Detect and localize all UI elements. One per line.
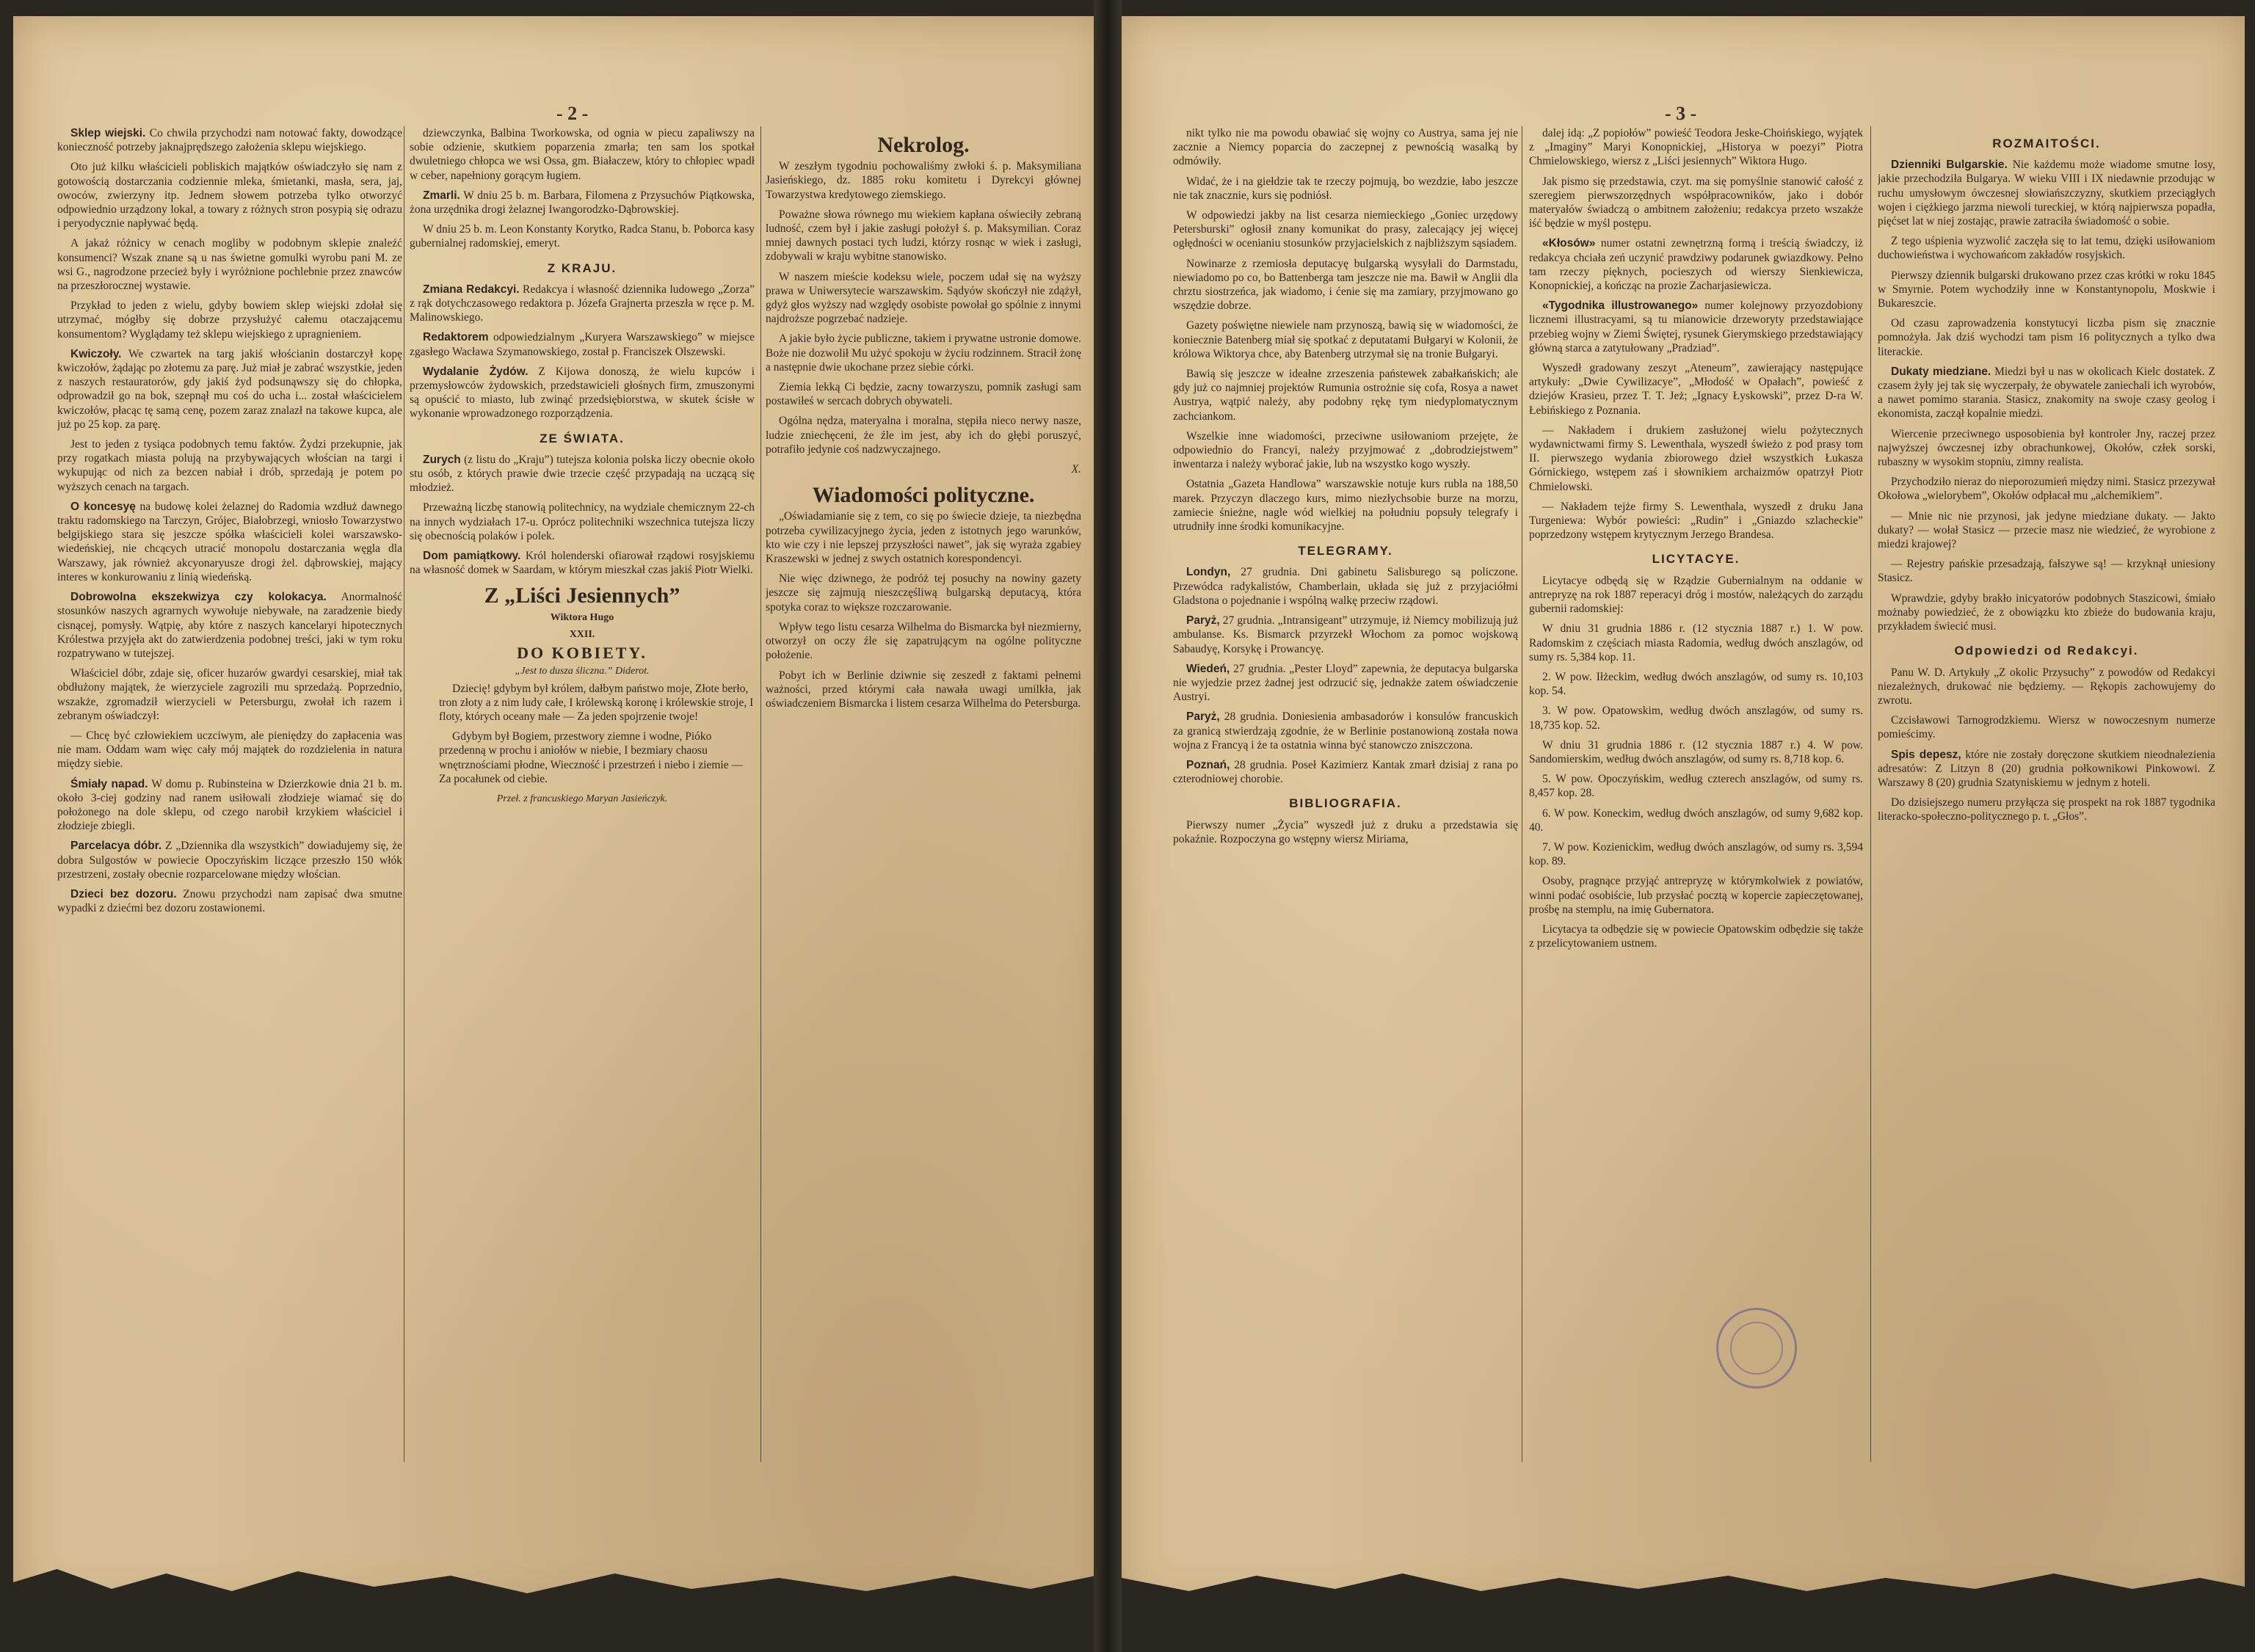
right-newspaper-page bbox=[1122, 16, 2245, 1609]
left-column-2 bbox=[410, 126, 755, 809]
paragraph-text: Panu W. D. Artykuły „Z okolic Przysuchy” z powodów od Redakcyi niezależnych, drukować nie będziemy. — Rękopis zachowujemy do zwrotu. bbox=[1878, 666, 2215, 707]
article-paragraph bbox=[1173, 614, 1518, 656]
article-paragraph bbox=[1878, 509, 2215, 552]
paragraph-text: Jest to jeden z tysiąca podobnych temu faktów. Żydzi przekupnie, jak przy rogatkach miasta polują na przybywających włościan na targi i wykupując od nich za bezcen nabiał i drób, sprzedają je potem po wyższych cenach na targach. bbox=[57, 438, 402, 493]
paragraph-text: W dniu 25 b. m. Barbara, Filomena z Przysuchów Piątkowska, żona urzędnika drogi żelaznej Iwangorodzko-Dąbrowskiej. bbox=[410, 189, 755, 216]
article-paragraph bbox=[1529, 772, 1863, 800]
article-paragraph bbox=[1529, 500, 1863, 542]
paragraph-text: Ostatnia „Gazeta Handlowa” warszawskie notuje kurs rubla na 188,50 marek. Przyczyn dlaczego kurs, mimo niezłychsobie burze na morzu, zamiecie śnieżne, nagle wód wielkiej na południu popsuły telegrafy i utrudniły inne środki komunikacyjne. bbox=[1173, 478, 1518, 534]
article-paragraph bbox=[1529, 840, 1863, 868]
right-column-3 bbox=[1878, 126, 2215, 830]
torn-edge bbox=[13, 1565, 1107, 1609]
paragraph-text: Król holenderski ofiarował rządowi rosyjskiemu na własność domek w Saardam, w którym mieszkał czas jakiś Piotr Wielki. bbox=[410, 550, 755, 577]
paragraph-text: — Nakładem i drukiem zasłużonej wielu pożytecznych wydawnictwami firmy S. Lewenthala, wyszedł świeżo z pod prasy tom II. pierwszego wydania zbiorowego dzieł wszystkich Łukasza Górnickiego, wstępem zaś i słownikiem archaizmów opatrzył Piotr Chmielowski. bbox=[1529, 423, 1863, 493]
article-paragraph bbox=[766, 159, 1081, 202]
article-paragraph bbox=[1878, 748, 2215, 790]
article-paragraph bbox=[410, 222, 755, 250]
article-paragraph bbox=[57, 887, 402, 915]
centered-line: XXII. bbox=[569, 628, 595, 640]
article-paragraph bbox=[1529, 126, 1863, 169]
article-paragraph bbox=[57, 236, 402, 293]
paragraph-text: 27 grudnia. Dni gabinetu Salisburego są policzone. Przewódca radykalistów, Chamberlain, układa się już z przyjaciółmi Gladstona o pojednanie i wspólną walkę przeciw rządowi. bbox=[1173, 566, 1518, 607]
article-paragraph bbox=[1878, 365, 2215, 421]
article-paragraph bbox=[1878, 475, 2215, 503]
paragraph-lead: Wydalanie Żydów. bbox=[423, 365, 529, 378]
paragraph-text: Nie więc dziwnego, że podróż tej posuchy na nowiny gazety jeszcze się zajmują nieszczęśliwą bulgarską deputacyą, która spotyka coraz to większe rozczarowanie. bbox=[766, 572, 1081, 614]
section-heading: ZE ŚWIATA. bbox=[540, 431, 625, 445]
paragraph-text: Pierwszy numer „Życia” wyszedł już z druku a przedstawia się pokaźnie. Rozpoczyna go wstępny wiersz Miriama, bbox=[1173, 818, 1518, 845]
paragraph-text: Od czasu zaprowadzenia konstytucyi liczba pism się znacznie pomnożyła. Jak dziś wychodzi tam pism 16 politycznych a tylko dwa literackie. bbox=[1878, 317, 2215, 358]
article-paragraph bbox=[1878, 269, 2215, 311]
article-paragraph bbox=[1173, 565, 1518, 608]
paragraph-text: W dniu 31 grudnia 1886 r. (12 stycznia 1887 r.) 4. W pow. Sandomierskim, według dwóch anszlagów, od sumy rs. 8,718 kop. 6. bbox=[1529, 738, 1863, 765]
paragraph-text: Pobyt ich w Berlinie dziwnie się zeszedł z faktami pełnemi ważności, przed którymi cała nawała uwagi umilkła, jak oświadczeniem Bismarcka i listem cesarza Wilhelma do Petersburga. bbox=[766, 669, 1081, 710]
paragraph-text: Licytacye odbędą się w Rządzie Gubernialnym na oddanie w antrepryzę na rok 1887 reperacyi dróg i mostów, należących do zarządu gubernii radomskiej: bbox=[1529, 574, 1863, 616]
article-paragraph bbox=[1878, 158, 2215, 228]
article-paragraph bbox=[57, 500, 402, 584]
paragraph-text: nikt tylko nie ma powodu obawiać się wojny co Austrya, sama jej nie zacznie a Niemcy poparcia do zaczepnej z pewnością wasalką by odmówiły. bbox=[1173, 127, 1518, 168]
paragraph-text: dziewczynka, Balbina Tworkowska, od ognia w piecu zapaliwszy na sobie odzienie, skutkiem poparzenia zmarła; ten sam los spotkał dwuletniego chłopca we wsi Ossa, gm. Białaczew, który to chłopiec wpadł w ceber, napełniony gorącym ługiem. bbox=[410, 127, 755, 182]
paragraph-text: 2. W pow. Iłżeckim, według dwóch anszlagów, od sumy rs. 10,103 kop. 54. bbox=[1529, 670, 1863, 698]
paragraph-text: 3. W pow. Opatowskim, według dwóch anszlagów, od sumy rs. 18,735 kop. 52. bbox=[1529, 705, 1863, 732]
article-paragraph bbox=[1529, 175, 1863, 231]
article-paragraph bbox=[1878, 316, 2215, 359]
article-paragraph bbox=[1878, 557, 2215, 585]
paragraph-lead: Kwiczoły. bbox=[70, 347, 122, 360]
paragraph-text: dalej idą: „Z popiołów” powieść Teodora Jeske-Choińskiego, wyjątek z „Imaginy” Maryi Konopnickiej, „Historya w poezyi” Piotra Chmielowskiego, wiersz z „Liści jesiennych” Wiktora Hugo. bbox=[1529, 127, 1863, 168]
paragraph-lead: Redaktorem bbox=[423, 331, 489, 344]
article-paragraph bbox=[57, 777, 402, 834]
article-paragraph bbox=[1878, 796, 2215, 823]
paragraph-lead: Zurych bbox=[423, 453, 461, 466]
attribution: Przeł. z francuskiego Maryan Jasieńczyk. bbox=[496, 793, 668, 804]
paragraph-text: Bawią się jeszcze w ideałne zrzeszenia państewek zabałkańskich; ale gdy już co najmniej projektów Rumunia ostrożnie się cofa, Rosya a nawet Austrya, wątpić należy, aby podobny rękę tym niedyplomatycznym zachciankom. bbox=[1173, 368, 1518, 423]
attribution: „Jest to dusza śliczna.” Diderot. bbox=[515, 666, 650, 677]
paragraph-text: (z listu do „Kraju”) tutejsza kolonia polska liczy obecnie około stu osób, z których prawie dwie trzecie część przypadają na uczącą się młodzież. bbox=[410, 453, 755, 495]
paragraph-text: W zeszłym tygodniu pochowaliśmy zwłoki ś. p. Maksymiliana Jasieńskiego, dz. 1885 roku komitetu i Dyrekcyi głównej Towarzystwa kredytowego ziemskiego. bbox=[766, 160, 1081, 201]
paragraph-lead: Wiedeń, bbox=[1186, 662, 1230, 675]
paragraph-text: 27 grudnia. „Intransigeant” utrzymuje, iż Niemcy mobilizują już ambulanse. Ks. Bismarck przyrzekł Włochom za pomoc wojskową Sabaudyę, Korsykę i Prowancyę. bbox=[1173, 614, 1518, 655]
article-paragraph bbox=[1529, 361, 1863, 418]
paragraph-text: Ogólna nędza, materyalna i moralna, stępiła nieco nerwy nasze, ludzie zniechęceni, że źle im jest, aby ich do głębi poruszyć, potrafiło jedynie coś nadzwyczajnego. bbox=[766, 415, 1081, 456]
column-rule bbox=[760, 126, 761, 1462]
article-paragraph bbox=[410, 365, 755, 421]
section-heading: ROZMAITOŚCI. bbox=[1992, 137, 2101, 150]
article-paragraph bbox=[410, 330, 755, 358]
paragraph-text: Wprawdzie, gdyby brakło inicyatorów podobnych Staszicowi, śmiało możnaby powiedzieć, że z obowiązku kto zbieże do budowania kraju, przykładem świecić musi. bbox=[1878, 592, 2215, 633]
paragraph-text: A jakaż różnicy w cenach mogliby w podobnym sklepie znaleźć konsumenci? Wszak znane są u nas świetne gomulki wyrobu pani M. ze wsi G., nagrodzone przecież były i wyróżnione pochlebnie przez znawców na przeszłorocznej wystawie. bbox=[57, 237, 402, 293]
paragraph-text: Wpływ tego listu cesarza Wilhelma do Bismarcka był niezmierny, otworzył on oczy źle się zapatrującym na ogólne polityczne położenie. bbox=[766, 620, 1081, 662]
paragraph-text: Licytacya ta odbędzie się w powiecie Opatowskim odbędzie się także z przelicytowaniem ustnem. bbox=[1529, 923, 1863, 950]
paragraph-text: Nowinarze z rzemiosła deputacyę bulgarską wysyłali do Darmstadu, niewiadomo po co, bo Battenberga tam jeszcze nie ma. Bawił w Anglii dla chrztu siostrzeńca, jak wiadomo, i ćenie się ma zamiary, przyjmowano go wszędzie dobrze. bbox=[1173, 257, 1518, 313]
paragraph-text: numer kolejnowy przyozdobiony licznemi illustracyami, są tu mianowicie drzeworyty przedstawiające przebieg wojny w Ziemi Świętej, rysunek Gierymskiego przedstawiający główną starca a zatytułowany „Pradziad”. bbox=[1529, 299, 1863, 354]
paragraph-text: W domu p. Rubinsteina w Dzierzkowie dnia 21 b. m. około 3-ciej godziny nad ranem usiłowali złodzieje wiamać się do położonego na dole sklepu, od czego narobił krzykiem właściciel i złodzieje zbiegli. bbox=[57, 777, 402, 833]
paragraph-lead: Paryż, bbox=[1186, 710, 1220, 724]
paragraph-lead: Londyn, bbox=[1186, 566, 1231, 579]
paragraph-text: Gazety poświętne niewiele nam przynoszą, bawią się w wiadomości, że koniecznie Batenberg miał się spotkać z deputatami Bułgaryi w Kolonii, że królowa Wiktorya chce, aby Batenberg utrzymał się na tronie Bułgaryi. bbox=[1173, 319, 1518, 360]
article-paragraph bbox=[1529, 622, 1863, 664]
article-paragraph bbox=[57, 590, 402, 661]
article-paragraph bbox=[57, 347, 402, 432]
section-heading: Z KRAJU. bbox=[547, 261, 617, 275]
left-newspaper-page bbox=[13, 16, 1107, 1609]
paragraph-text: We czwartek na targ jakiś włościanin dostarczył kopę kwiczołów, żądając po złotemu za parę. Już miał je zabrać wszystkie, jeden z naszych restauratorów, gdy jakiś żyd podsunąwszy się do chłopka, odprowadził go na bok, szepnął mu coś do ucha i... został właścicielem kwiczołów, płacąc tę samą cenę, pozem zaraz znalazł na takowe kupca, ale już po 25 kop. za parę. bbox=[57, 347, 402, 431]
poem-stanza: Dziecię! gdybym był królem, dałbym państwo moje, Złote berło, tron złoty a z nim ludy całe, I królewską koronę i królewskie stroje, I floty, których oceany małe — Za jeden spojrzenie twoje! bbox=[439, 682, 754, 723]
paragraph-lead: Dom pamiątkowy. bbox=[423, 550, 521, 563]
paragraph-text: Z „Dziennika dla wszystkich” dowiadujemy się, że dobra Sulgostów w powiecie Opoczyńskim liczące przeszło 150 włók przestrzeni, zostały obecnie rozparcelowane między włościan. bbox=[57, 840, 402, 881]
article-paragraph bbox=[1529, 923, 1863, 950]
paragraph-text: Znowu przychodzi nam zapisać dwa smutne wypadki z dziećmi bez dozoru zostawionemi. bbox=[57, 887, 402, 915]
article-paragraph bbox=[766, 620, 1081, 663]
article-paragraph bbox=[766, 572, 1081, 614]
paragraph-text: Wyszedł gradowany zeszyt „Ateneum”, zawierający następujące artykuły: „Dwie Cywilizacye”, „Młodość w Opałach”, powieść z dziejów Krasieu, przez T. T. Jeż; „Ignacy Łyskowski”, przez D-ra W. Łebińskiego z Poznania. bbox=[1529, 362, 1863, 417]
article-paragraph bbox=[766, 332, 1081, 374]
paragraph-text: W dniu 31 grudnia 1886 r. (12 stycznia 1887 r.) 1. W pow. Radomskim z częściach miasta Radomia, według dwóch anszlagów, od sumy rs. 5,384 kop. 11. bbox=[1529, 622, 1863, 663]
article-paragraph bbox=[766, 380, 1081, 408]
article-paragraph bbox=[1529, 738, 1863, 766]
article-paragraph bbox=[410, 549, 755, 577]
paragraph-lead: Dzieci bez dozoru. bbox=[70, 887, 177, 900]
article-paragraph bbox=[1529, 670, 1863, 698]
article-paragraph bbox=[1173, 126, 1518, 169]
left-column-3 bbox=[766, 126, 1081, 716]
paragraph-text: 5. W pow. Opoczyńskim, według czterech anszlagów, od sumy rs. 8,457 kop. 28. bbox=[1529, 773, 1863, 800]
section-heading: BIBLIOGRAFIA. bbox=[1289, 796, 1402, 811]
torn-edge bbox=[1122, 1565, 2245, 1609]
paragraph-text: Przychodziło nieraz do nieporozumień między nimi. Stasicz przezywał Okołowa „wielorybem”, Okołów odpłacał mu „alchemikiem”. bbox=[1878, 476, 2215, 503]
article-paragraph bbox=[1173, 367, 1518, 423]
paragraph-text: Anormalność stosunków naszych agrarnych wywołuje niebywałe, na zaradzenie biedy cisnącej, pomysły. Wątpię, aby które z naszych kancelaryi hipotecznych Królestwa przyjęła akt do zatwierdzenia podobnej treści, jaki w tym roku rozpatrywano w tutejszej. bbox=[57, 591, 402, 660]
paragraph-text: Oto już kilku właścicieli pobliskich majątków oświadczyło się nam z gotowością dostarczania codziennie mleka, śmietanki, masła, sera, jaj, owoców, zwierzyny itp. Jednem słowem potrzeba tylko otworzyć odpowiednio urządzony lokal, a towary z różnych stron posypią się odrazu i peryodycznie napływać będą. bbox=[57, 161, 402, 230]
article-paragraph bbox=[410, 501, 755, 543]
paragraph-lead: Zmarli. bbox=[423, 189, 460, 202]
left-column-1 bbox=[57, 126, 402, 921]
section-heading: LICYTACYE. bbox=[1652, 552, 1740, 567]
article-paragraph bbox=[1529, 704, 1863, 732]
paragraph-text: Ziemia lekką Ci będzie, zacny towarzyszu, pomnik zasługi sam postawiłeś w sercach dobrych obywateli. bbox=[766, 381, 1081, 408]
poem-title: DO KOBIETY. bbox=[517, 644, 647, 663]
article-paragraph bbox=[1878, 427, 2215, 470]
article-paragraph bbox=[1878, 713, 2215, 741]
article-paragraph bbox=[410, 453, 755, 495]
paragraph-text: Z tego uśpienia wyzwolić zaczęła się to lat temu, dzięki usiłowaniom duchowieństwa i wychowańcom zakładów rosyjskich. bbox=[1878, 235, 2215, 262]
paragraph-text: W dniu 25 b. m. Leon Konstanty Korytko, Radca Stanu, b. Poborca kasy gubernialnej radomskiej, emeryt. bbox=[410, 223, 755, 250]
article-paragraph bbox=[57, 160, 402, 230]
article-paragraph bbox=[57, 437, 402, 494]
article-paragraph bbox=[1529, 423, 1863, 494]
article-paragraph bbox=[1173, 477, 1518, 534]
article-paragraph bbox=[57, 729, 402, 771]
paragraph-text: Jak pismo się przedstawia, czyt. ma się pomyślnie stanowić całość z szeregiem pierwszorzędnych współpracowników, jako i dobór materyałów świadczą o ambitnem założeniu; redakcya przeto wszakże iść będzie w myśl postępu. bbox=[1529, 175, 1863, 230]
paragraph-text: Przeważną liczbę stanowią politechnicy, na wydziale chemicznym 22-ch na innych wydziałach 17-u. Oprócz politechniki wszechnica tutejsza liczy się obecnością polaków i polek. bbox=[410, 501, 755, 542]
article-paragraph bbox=[1529, 236, 1863, 293]
article-headline: Nekrolog. bbox=[877, 133, 970, 157]
paragraph-text: 28 grudnia. Doniesienia ambasadorów i konsulów francuskich za granicą stwierdzają zgodnie, że w Berlinie postanowioną została nowa wojna z Francyą i że ta ostatnia winna być stanowczo zniszczona. bbox=[1173, 710, 1518, 752]
paragraph-text: Z Kijowa donoszą, że wielu kupców i przemysłowców żydowskich, przedstawicieli głośnych firm, zmuszonymi są opuścić to miasto, lub zwinąć przedsiębiorstwa, w skutek ścisłe w wykonanie wprowadzonego rozporządzenia. bbox=[410, 365, 755, 421]
paragraph-lead: «Tygodnika illustrowanego» bbox=[1542, 299, 1699, 313]
paragraph-text: Pierwszy dziennik bulgarski drukowano przez czas krótki w roku 1845 w Smyrnie. Potem wychodziły inne w Konstantynopolu, Moskwie i Bukareszcie. bbox=[1878, 269, 2215, 310]
paragraph-text: Nie każdemu może wiadome smutne losy, jakie przechodziła Bulgarya. W wieku VIII i IX niedawnie przodując w ruchu umysłowym ówczesnej słowiańszczyzny, skutkiem przeciągłych wojen i ciężkiego jarzma niewoli tureckiej, w którą najpierwsza popadła, pięćset lat w niej zostając, prawie zatraciła świadomość o sobie. bbox=[1878, 159, 2215, 228]
article-paragraph bbox=[57, 839, 402, 881]
centered-line: Wiktora Hugo bbox=[550, 611, 614, 623]
paragraph-text: Widać, że i na giełdzie tak te rzeczy pojmują, bo wezdzie, łabo jeszcze nie tak znacznie, kurs się podniósł. bbox=[1173, 175, 1518, 202]
article-paragraph bbox=[1529, 574, 1863, 616]
article-paragraph bbox=[1173, 319, 1518, 361]
article-paragraph bbox=[1529, 807, 1863, 834]
article-paragraph bbox=[1173, 257, 1518, 313]
article-paragraph bbox=[1529, 299, 1863, 355]
paragraph-lead: «Kłosów» bbox=[1542, 237, 1596, 250]
paragraph-text: W naszem mieście kodeksu wiele, poczem udał się na wyższy prawa w Uniwersytecie warszawskim. Sądyów skończył nie zdążył, gdyż głos wyższy nad względy osobiste powołał go spólnie z innymi najdroższe pogrzebać nadzieje. bbox=[766, 270, 1081, 326]
left-page-number: - 2 - bbox=[556, 103, 589, 124]
article-paragraph bbox=[766, 669, 1081, 711]
paragraph-text: 27 grudnia. „Pester Lloyd” zapewnia, że deputacya bulgarska nie wyjedzie przez żadnej jest odrzucić się, jednakże zatem oświadczenie Austryi. bbox=[1173, 662, 1518, 704]
paragraph-text: Wszelkie inne wiadomości, przeciwne usiłowaniom przejęte, że odpowiednio do Francyi, należy przyjmować z „dobrodziejstwem” inwentarza i należy wyborać jakie, lub na wszystko kogo wyszły. bbox=[1173, 429, 1518, 471]
library-stamp bbox=[1716, 1308, 1797, 1389]
paragraph-text: 28 grudnia. Poseł Kazimierz Kantak zmarł dzisiaj z rana po czterodniowej chorobie. bbox=[1173, 758, 1518, 786]
article-paragraph bbox=[1878, 592, 2215, 634]
article-headline: Z „Liści Jesiennych” bbox=[484, 583, 680, 608]
paragraph-text: Poważne słowa równego mu wiekiem kapłana oświeciły zebraną ludność, czem był i jakie zasługi położył ś. p. Maksymilian. Coraz mniej dawnych postaci tych ludzi, którzy rosnąc w wiek i zasługi, zdobywali w kraju wybitne stanowisko. bbox=[766, 208, 1081, 263]
paragraph-text: na budowę kolei żelaznej do Radomia wzdłuż dawnego traktu radomskiego na Tarczyn, Grójec, Białobrzegi, wniosło Towarzystwo belgijskiego stara się jeszcze spółka właścicieli kolei warszawsko-wiedeńskiej, nie chcących utracić monopolu dostarczania węgla dla Warszawy, jak również akcyonaryusze drogi żel. dąbrowskiej, mający interes w konkurowaniu z linią wiedeńską. bbox=[57, 500, 402, 583]
paragraph-lead: Śmiały napad. bbox=[70, 777, 148, 790]
paragraph-lead: Zmiana Redakcyi. bbox=[423, 283, 520, 296]
article-paragraph bbox=[1173, 175, 1518, 203]
paragraph-lead: Sklep wiejski. bbox=[70, 127, 146, 139]
article-paragraph bbox=[1878, 234, 2215, 262]
section-heading: TELEGRAMY. bbox=[1298, 544, 1393, 558]
paragraph-lead: Dukaty miedziane. bbox=[1891, 365, 1991, 378]
article-paragraph bbox=[57, 126, 402, 154]
article-paragraph bbox=[410, 189, 755, 216]
paragraph-text: odpowiedzialnym „Kuryera Warszawskiego” w miejsce zgasłego Wacława Szymanowskiego, został p. Franciszek Olszewski. bbox=[410, 331, 755, 358]
paragraph-lead: Paryż, bbox=[1186, 614, 1220, 627]
paragraph-lead: Spis depesz, bbox=[1891, 748, 1961, 761]
paragraph-text: Osoby, pragnące przyjąć antrepryzę w którymkolwiek z powiatów, winni podać osobiście, lub przysłać pocztą w kopercie zapieczętowanej, prośbę na stemplu, na imię Gubernatora. bbox=[1529, 875, 1863, 916]
article-paragraph bbox=[410, 126, 755, 183]
article-paragraph bbox=[1173, 208, 1518, 251]
article-paragraph bbox=[57, 299, 402, 341]
paragraph-text: „Oświadamianie się z tem, co się po świecie dzieje, ta niezbędna potrzeba cywilizacyjnego życia, jeden z istotnych jego warunków, kto wie czy i nie lepszej przyszłości nawet”, jak się wyraża zgabiey Kraszewski w jednej z swych ostatnich korespondencyi. bbox=[766, 510, 1081, 566]
paragraph-text: W odpowiedzi jakby na list cesarza niemieckiego „Goniec urzędowy Petersburski” ogłosił znany komunikat do prasy, zalecający jej więcej ogłędności w ocenianiu stosunków przyjacielskich z najbliższym sąsiadem. bbox=[1173, 209, 1518, 250]
signature: X. bbox=[1071, 463, 1081, 476]
article-paragraph bbox=[410, 283, 755, 325]
poem-stanza: Gdybym był Bogiem, przestwory ziemne i wodne, Pióko przedenną w prochu i aniołów w niebie, I bezmiary chaosu wnętrznościami płodne, Wieczność i przestrzeń i niebo i ziemie — Za pocałunek od ciebie. bbox=[439, 730, 743, 785]
paragraph-text: 6. W pow. Koneckim, według dwóch anszlagów, od sumy 9,682 kop. 40. bbox=[1529, 807, 1863, 834]
paragraph-text: Przykład to jeden z wielu, gdyby bowiem sklep wiejski zdołał się utrzymać, mógłby się dobrze przysłużyć całemu otaczającemu konsumentom? Wyglądamy też sklepu wiejskiego z upragnieniem. bbox=[57, 299, 402, 341]
paragraph-text: numer ostatni zewnętrzną formą i treścią świadczy, iż redakcya chciała zeń uczynić prawdziwy podarunek gwiazdkowy. Pełno tam rzeczy pięknych, pocieszych od wierszy Sienkiewicza, Konopnickiej, a kończąc na prozie Zacharjasiewicza. bbox=[1529, 237, 1863, 293]
article-paragraph bbox=[1173, 710, 1518, 752]
paragraph-text: Co chwila przychodzi nam notować fakty, dowodzące konieczność potrzeby jaknajprędszego założenia sklepu wiejskiego. bbox=[57, 127, 402, 154]
paragraph-lead: Poznań, bbox=[1186, 758, 1230, 771]
article-paragraph bbox=[1173, 662, 1518, 705]
paragraph-text: które nie zostały doręczone skutkiem nieodnalezienia adresatów: Z Litzyn 8 (20) grudnia połkownikowi Pinkowowi. Z Warszawy 8 (20) grudnia Szatyniskiemu w jednym z hoteli. bbox=[1878, 748, 2215, 789]
article-paragraph bbox=[57, 666, 402, 723]
right-column-2 bbox=[1529, 126, 1863, 956]
paragraph-text: Do dzisiejszego numeru przyłącza się prospekt na rok 1887 tygodnika literacko-społeczno-politycznego p. t. „Głos”. bbox=[1878, 796, 2215, 823]
paragraph-text: — Chcę być człowiekiem uczciwym, ale pieniędzy do zapłacenia was nie mam. Oddam wam więc cały mój majątek do rozdzielenia in natura między siebie. bbox=[57, 729, 402, 771]
paragraph-text: Wiercenie przeciwnego usposobienia był kontroler Jny, raczej przez najwyższej ówczesnej izby obrachunkowej, Okołów, człek sorski, rubaszny w wysokim stopniu, zimny realista. bbox=[1878, 427, 2215, 469]
paragraph-lead: Dobrowolna ekszekwizya czy kolokacya. bbox=[70, 591, 327, 604]
paragraph-text: Właściciel dóbr, zdaje się, oficer huzarów gwardyi cesarskiej, miał tak obdłużony majątek, że wierzyciele zagrozili mu sprzedażą. Poprzednio, wszakże, zgromadził wierzycieli w Petersburgu, zwołał ich razem i zebranym oświadczył: bbox=[57, 667, 402, 722]
article-paragraph bbox=[1173, 429, 1518, 472]
section-heading: Odpowiedzi od Redakcyi. bbox=[1954, 644, 2139, 658]
paragraph-text: A jakie było życie publiczne, takiem i prywatne ustronie domowe. Boże nie dozwolił Mu użyć spokoju w życiu rodzinnem. Stracił żonę a następnie dwie ukochane przez siebie córki. bbox=[766, 332, 1081, 374]
paragraph-lead: Parcelacya dóbr. bbox=[70, 840, 162, 853]
article-paragraph bbox=[766, 270, 1081, 327]
article-paragraph bbox=[766, 414, 1081, 456]
article-paragraph bbox=[1529, 874, 1863, 917]
paragraph-text: — Nakładem tejże firmy S. Lewenthala, wyszedł z druku Jana Turgeniewa: Wybór powieści: „Rudin” i „Gniazdo szlacheckie” poprzedzony wstępem krytycznym Jerzego Brandesa. bbox=[1529, 500, 1863, 542]
paragraph-lead: Dzienniki Bulgarskie. bbox=[1891, 159, 2008, 172]
right-column-1 bbox=[1173, 126, 1518, 852]
article-paragraph bbox=[1878, 666, 2215, 708]
paragraph-text: Czcisławowi Tarnogrodzkiemu. Wiersz w nowoczesnym numerze pomieścimy. bbox=[1878, 714, 2215, 741]
paragraph-text: — Rejestry pańskie przesadzają, fałszywe są! — krzyknął uniesiony Stasicz. bbox=[1878, 558, 2215, 585]
paragraph-text: 7. W pow. Kozienickim, według dwóch anszlagów, od sumy rs. 3,594 kop. 89. bbox=[1529, 840, 1863, 868]
right-page-number: - 3 - bbox=[1665, 103, 1697, 124]
paragraph-text: Redakcya i własność dziennika ludowego „Zorza” z rąk dotychczasowego redaktora p. Józefa Grajnerta przeszła w ręce p. M. Malinowskiego. bbox=[410, 283, 755, 324]
article-paragraph bbox=[1173, 758, 1518, 786]
paragraph-lead: O koncesyę bbox=[70, 500, 136, 513]
article-paragraph bbox=[766, 509, 1081, 566]
article-paragraph bbox=[1173, 818, 1518, 846]
article-paragraph bbox=[766, 208, 1081, 264]
column-rule bbox=[1870, 126, 1871, 1462]
article-headline: Wiadomości polityczne. bbox=[812, 483, 1035, 508]
paragraph-text: Miedzi był u nas w okolicach Kielc dostatek. Z czasem żyły jej tak się wyczerpały, że obywatele zaniechali ich wyrobów, a nawet pomimo starania. Stasicz, znakomity na swoje czasy geolog i ekonomista, zaczął kopalnie miedzi. bbox=[1878, 365, 2215, 421]
paragraph-text: — Mnie nic nie przynosi, jak jedyne miedziane dukaty. — Jakto dukaty? — wołał Stasicz — przecie masz nie wiedzieć, że wyrobione z miedzi krajowej? bbox=[1878, 509, 2215, 551]
page-fold bbox=[1094, 0, 1122, 1652]
